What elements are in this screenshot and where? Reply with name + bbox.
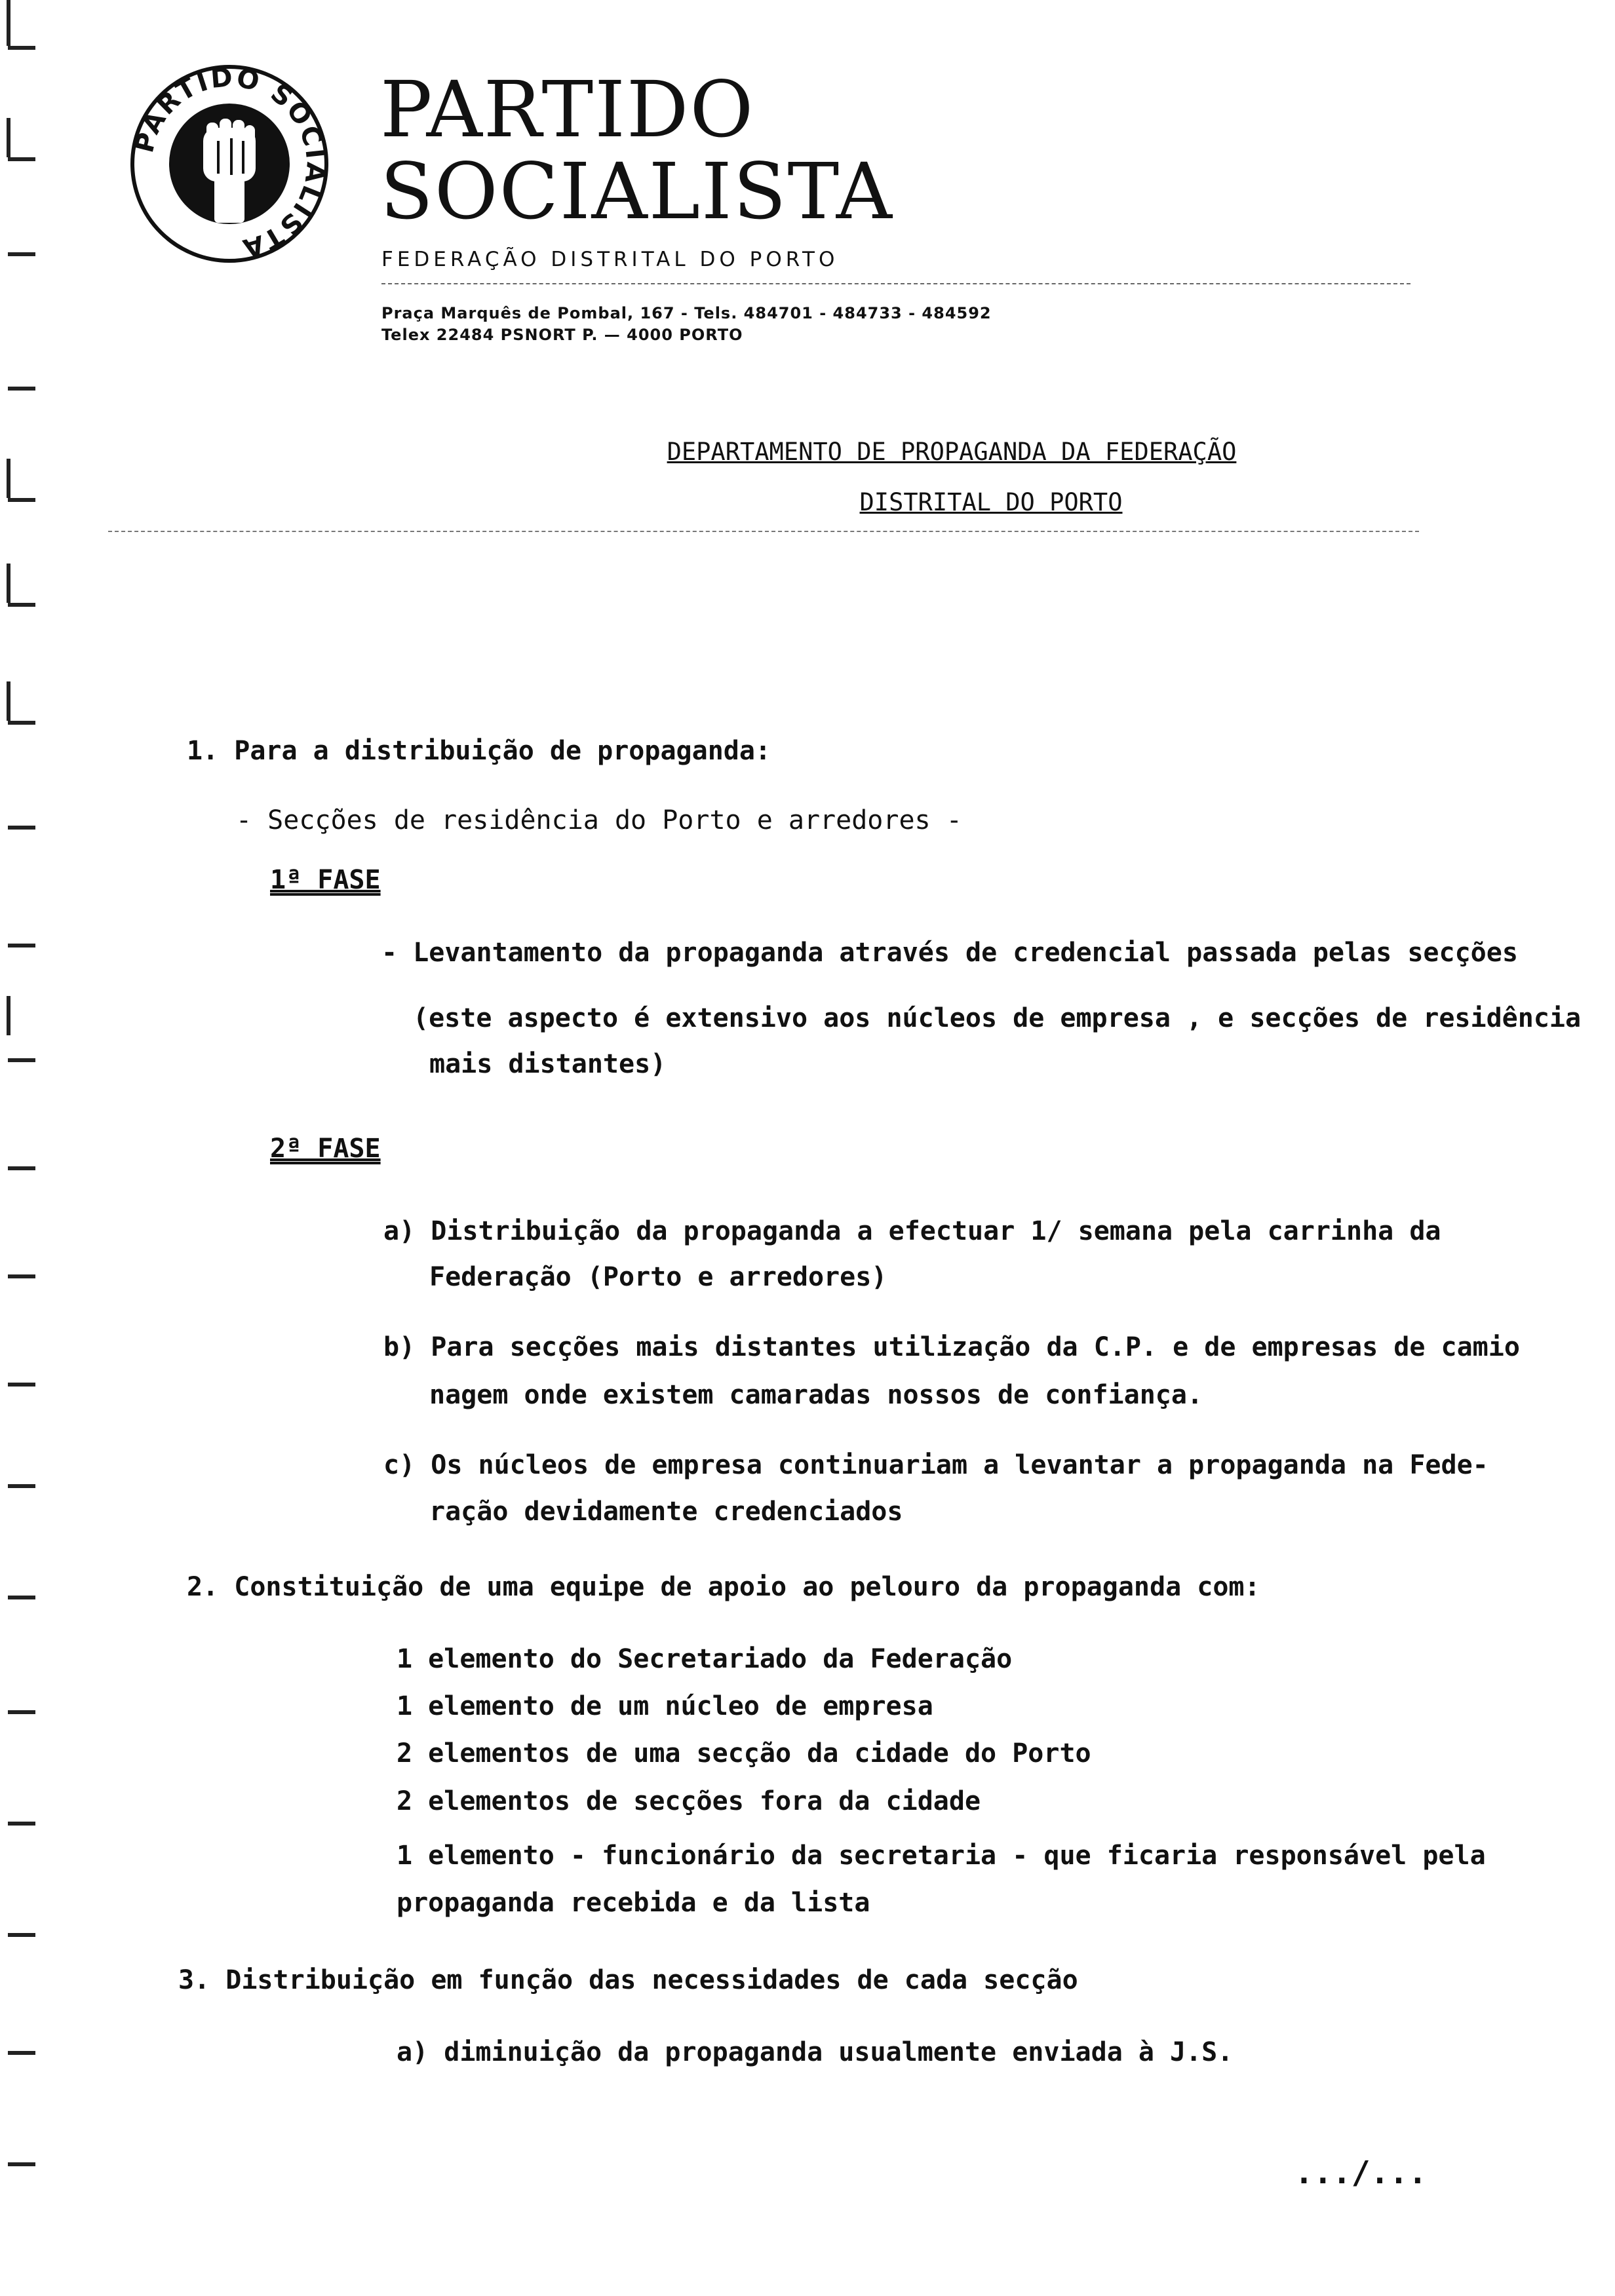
phase-2-item-a-line2: Federação (Porto e arredores)	[429, 1262, 887, 1292]
party-name-line2: SOCIALISTA	[380, 146, 893, 237]
margin-mark	[8, 1822, 35, 1826]
section-3-title: 3. Distribuição em função das necessidades de cada secção	[178, 1965, 1078, 1995]
margin-mark	[8, 2162, 35, 2166]
phase-2-label: 2ª FASE	[270, 1134, 381, 1164]
margin-mark	[8, 1596, 35, 1599]
margin-mark	[8, 1058, 35, 1062]
margin-mark	[8, 603, 35, 607]
phase-2-item-a-line1: a) Distribuição da propaganda a efectuar 1/ semana pela carrinha da	[383, 1216, 1441, 1246]
section-2-title: 2. Constituição de uma equipe de apoio ao pelouro da propaganda com:	[187, 1572, 1260, 1602]
margin-mark	[8, 721, 35, 725]
section-1-title: 1. Para a distribuição de propaganda:	[187, 736, 771, 766]
department-heading-line2: DISTRITAL DO PORTO	[859, 488, 1123, 516]
continuation-mark: .../...	[1294, 2154, 1428, 2191]
divider	[108, 531, 1419, 532]
margin-mark	[7, 681, 10, 721]
phase-1-item: - Levantamento da propaganda através de credencial passada pelas secções	[381, 938, 1518, 968]
address-block	[381, 303, 992, 346]
phase-2-item-c-line2: ração devidamente credenciados	[429, 1497, 903, 1527]
section-1-subtitle: - Secções de residência do Porto e arredores -	[236, 805, 962, 835]
department-heading-line1: DEPARTAMENTO DE PROPAGANDA DA FEDERAÇÃO	[667, 438, 1237, 466]
phase-1-note-line2: mais distantes)	[429, 1049, 667, 1079]
list-item: propaganda recebida e da lista	[397, 1888, 870, 1918]
margin-mark	[7, 996, 10, 1035]
margin-mark	[8, 387, 35, 391]
margin-mark	[8, 252, 35, 256]
margin-mark	[8, 1933, 35, 1937]
phase-1-label: 1ª FASE	[270, 865, 381, 895]
margin-mark	[8, 2051, 35, 2055]
list-item: 2 elementos de uma secção da cidade do Porto	[397, 1738, 1091, 1769]
federation-name: FEDERAÇÃO DISTRITAL DO PORTO	[381, 248, 839, 271]
telex-line: Telex 22484 PSNORT P. — 4000 PORTO	[381, 326, 743, 344]
margin-mark	[8, 46, 35, 50]
margin-mark	[8, 1383, 35, 1387]
margin-mark	[8, 1484, 35, 1488]
phase-2-item-c-line1: c) Os núcleos de empresa continuariam a levantar a propaganda na Fede-	[383, 1450, 1489, 1480]
margin-mark	[8, 826, 35, 830]
list-item: 1 elemento - funcionário da secretaria - que ficaria responsável pela	[397, 1841, 1486, 1871]
address-line: Praça Marquês de Pombal, 167 - Tels. 484701 - 484733 - 484592	[381, 304, 992, 322]
divider	[381, 283, 1411, 284]
phase-1-note-line1: (este aspecto é extensivo aos núcleos de empresa , e secções de residência	[413, 1003, 1582, 1033]
list-item: 1 elemento do Secretariado da Federação	[397, 1644, 1013, 1674]
margin-mark	[8, 1710, 35, 1714]
margin-mark	[8, 944, 35, 947]
margin-mark	[7, 0, 10, 46]
party-name	[380, 64, 893, 237]
margin-mark	[8, 157, 35, 161]
party-name-line1: PARTIDO	[380, 64, 755, 155]
list-item: 2 elementos de secções fora da cidade	[397, 1786, 981, 1816]
phase-2-item-b-line2: nagem onde existem camaradas nossos de confiança.	[429, 1380, 1203, 1410]
list-item: 1 elemento de um núcleo de empresa	[397, 1691, 933, 1721]
section-3-item-a: a) diminuição da propaganda usualmente enviada à J.S.	[397, 2037, 1234, 2067]
margin-mark	[8, 1166, 35, 1170]
margin-mark	[7, 564, 10, 603]
margin-mark	[8, 1274, 35, 1278]
logo-ring-text: PARTIDO SOCIALISTA	[129, 62, 331, 264]
phase-2-item-b-line1: b) Para secções mais distantes utilização da C.P. e de empresas de camio	[383, 1332, 1520, 1362]
margin-mark	[7, 118, 10, 157]
party-logo	[128, 62, 331, 265]
